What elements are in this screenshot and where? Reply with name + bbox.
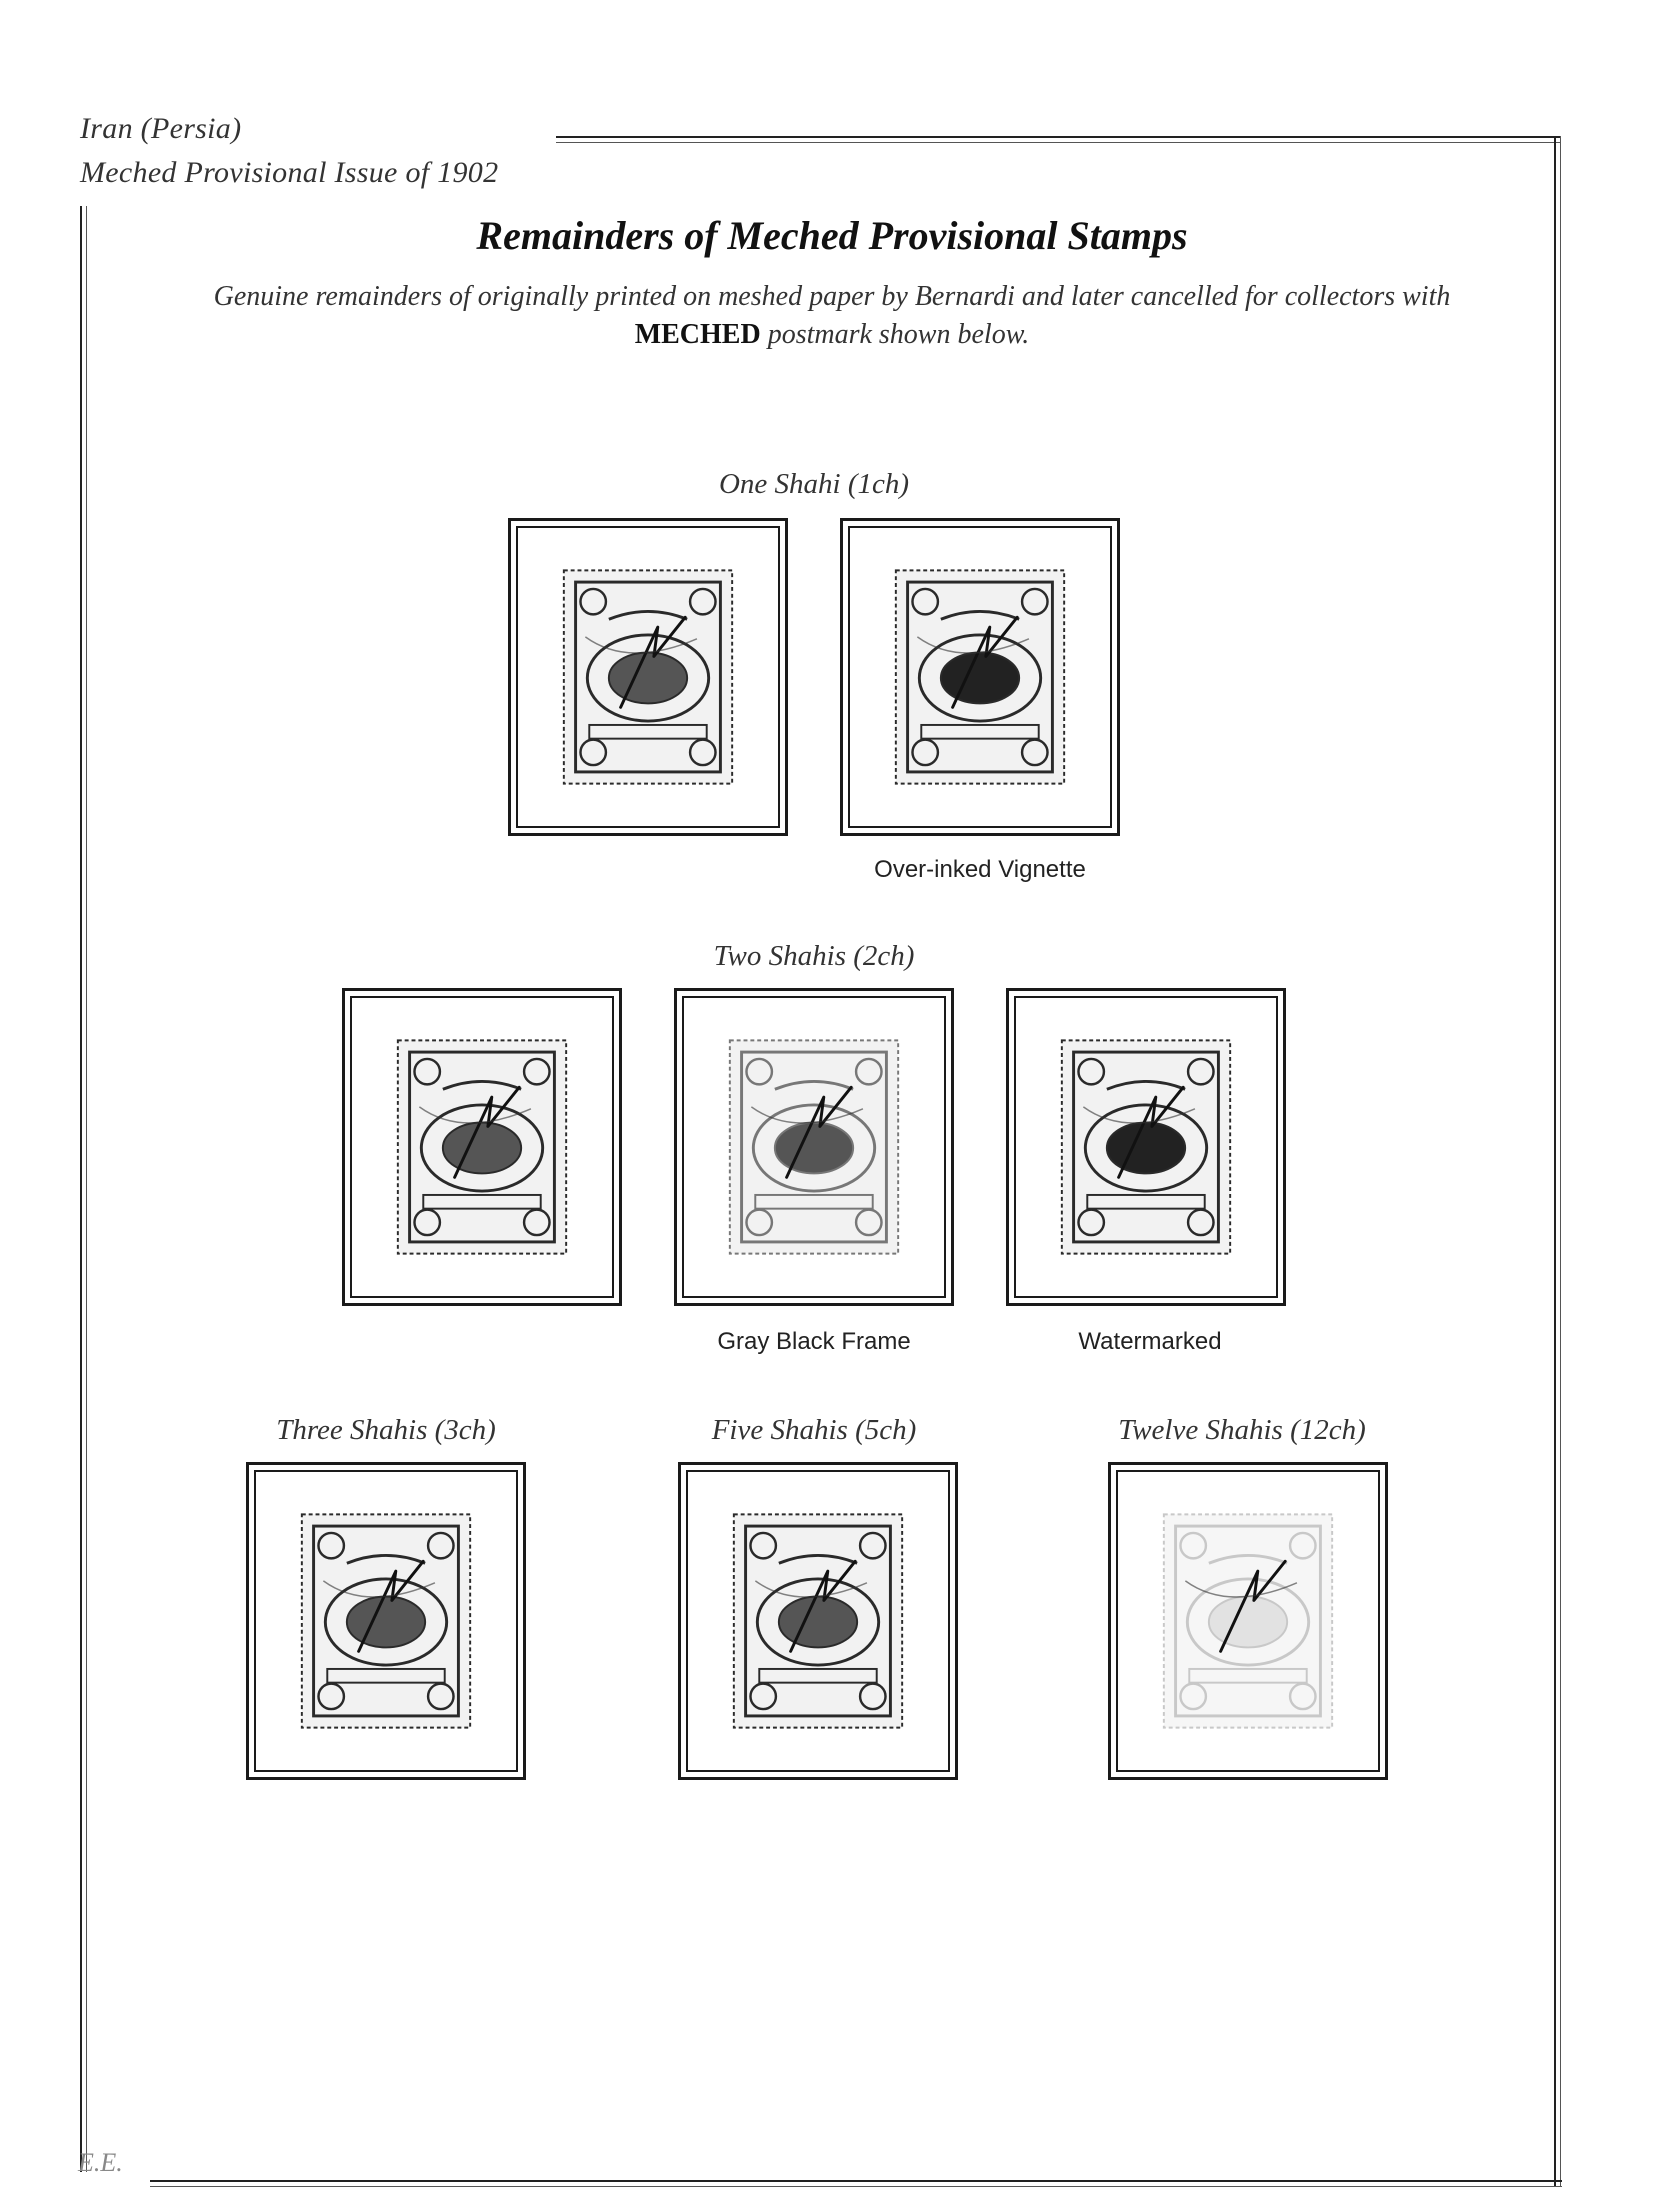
page-frame-bottom-inner (150, 2186, 1562, 2187)
page-frame-left (80, 206, 82, 2172)
stamp-image (681, 1465, 955, 1777)
heading-three-shahis: Three Shahis (3ch) (276, 1414, 496, 1446)
page-frame-left-inner (86, 206, 87, 2172)
heading-five-shahis: Five Shahis (5ch) (711, 1414, 917, 1446)
stamp-design (564, 570, 732, 783)
caption-over-inked: Over-inked Vignette (874, 856, 1086, 883)
stamp-5ch (678, 1462, 958, 1780)
page-frame-bottom (150, 2180, 1562, 2182)
stamp-12ch (1108, 1462, 1388, 1780)
stamp-image (843, 521, 1117, 833)
stamp-2ch-watermarked (1006, 988, 1286, 1306)
stamp-design (1062, 1040, 1230, 1253)
caption-watermarked: Watermarked (1078, 1328, 1222, 1355)
stamp-design (398, 1040, 566, 1253)
heading-twelve-shahis: Twelve Shahis (12ch) (1118, 1414, 1366, 1446)
stamp-2ch-gray-black (674, 988, 954, 1306)
stamp-2ch-a (342, 988, 622, 1306)
stamp-image (677, 991, 951, 1303)
page-header-country: Iran (Persia) (80, 112, 242, 145)
stamp-image (1111, 1465, 1385, 1777)
stamp-image (249, 1465, 523, 1777)
stamp-image (345, 991, 619, 1303)
subtitle-postmark-name: MECHED (634, 319, 761, 350)
subtitle-text-end: postmark shown below. (760, 319, 1030, 350)
page-header-issue: Meched Provisional Issue of 1902 (80, 156, 499, 189)
stamp-design (896, 570, 1064, 783)
stamp-design (302, 1514, 470, 1727)
stamp-design (734, 1514, 902, 1727)
page-frame-top (556, 136, 1560, 138)
stamp-design (1164, 1514, 1332, 1727)
page-subtitle (190, 278, 1474, 354)
stamp-1ch-a (508, 518, 788, 836)
page-frame-top-inner (556, 142, 1560, 143)
stamp-image (1009, 991, 1283, 1303)
stamp-design (730, 1040, 898, 1253)
page-title: Remainders of Meched Provisional Stamps (476, 213, 1188, 258)
page-frame-right-inner (1560, 136, 1561, 2186)
heading-two-shahis: Two Shahis (2ch) (713, 940, 915, 972)
subtitle-text-start: Genuine remainders of originally printed on meshed paper by Bernardi and later cancelled for collectors with (213, 281, 1451, 312)
caption-gray-black-frame: Gray Black Frame (717, 1328, 911, 1355)
page-initials: E.E. (78, 2148, 123, 2177)
stamp-image (511, 521, 785, 833)
stamp-3ch (246, 1462, 526, 1780)
page-frame-right (1554, 136, 1556, 2186)
heading-one-shahi: One Shahi (1ch) (718, 468, 910, 500)
stamp-1ch-over-inked (840, 518, 1120, 836)
